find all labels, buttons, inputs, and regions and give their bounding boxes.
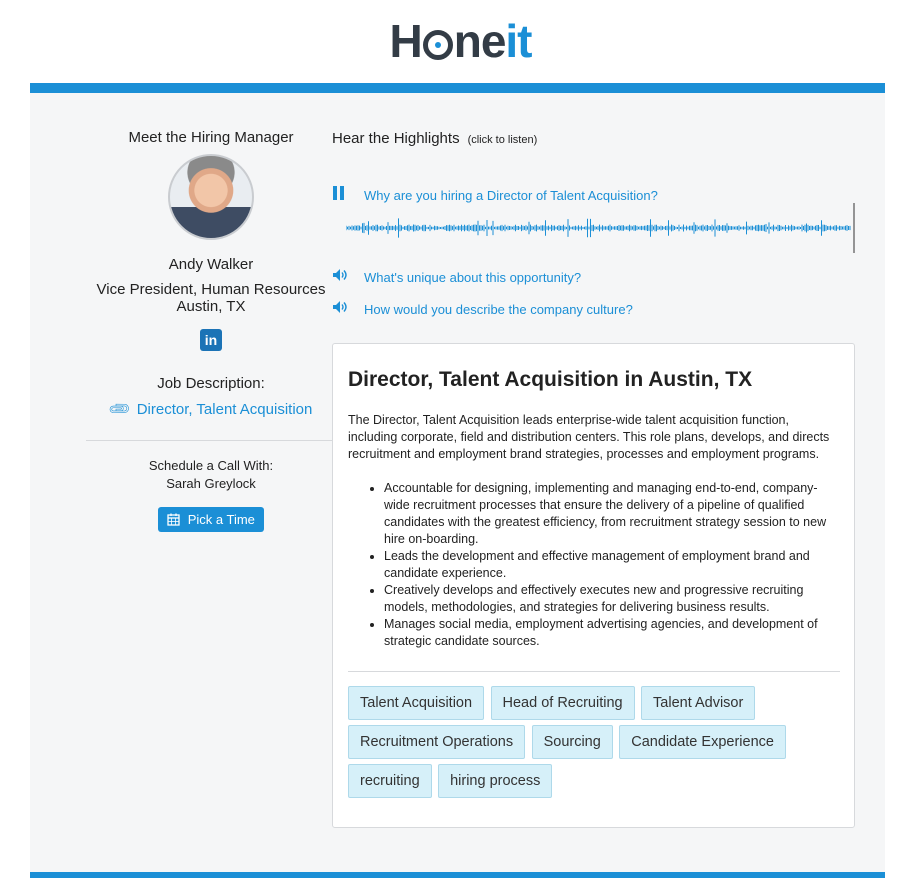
tag[interactable]: Candidate Experience (619, 725, 786, 759)
paperclip-icon: 📎︎ (106, 396, 133, 423)
list-item: • Creatively develops and effectively executes new and progressive recruiting models, methodologies, and strategies for delivering business results. (384, 582, 840, 616)
job-bullets (348, 480, 840, 650)
speaker-icon[interactable] (332, 268, 354, 285)
logo-text-ne: ne (453, 15, 506, 67)
audio-question-3[interactable] (332, 300, 633, 317)
manager-title: Vice President, Human Resources (96, 281, 326, 298)
speaker-icon[interactable] (332, 300, 354, 317)
job-title: Director, Talent Acquisition in Austin, TX (348, 368, 753, 391)
avatar (168, 154, 254, 240)
tag[interactable]: hiring process (438, 764, 552, 798)
tag[interactable]: recruiting (348, 764, 432, 798)
job-card (332, 343, 855, 828)
schedule-label: Schedule a Call With: (148, 458, 274, 473)
audio-question-2[interactable] (332, 268, 581, 285)
linkedin-icon[interactable]: in (200, 329, 222, 351)
tag-list (348, 686, 828, 803)
audio-question-1[interactable] (332, 186, 658, 203)
job-description-link[interactable] (86, 396, 336, 423)
highlights-heading (332, 130, 537, 147)
tag[interactable]: Head of Recruiting (491, 686, 635, 720)
list-item: • Leads the development and effective management of employment brand and candidate experience. (384, 548, 840, 582)
honeit-logo[interactable] (0, 14, 921, 68)
manager-title-location (86, 281, 336, 315)
hiring-manager-column (86, 93, 336, 532)
manager-name: Andy Walker (168, 256, 254, 273)
tag[interactable]: Recruitment Operations (348, 725, 525, 759)
calendar-icon (167, 512, 184, 527)
click-to-listen-hint: (click to listen) (467, 134, 538, 146)
schedule-person: Sarah Greylock (166, 476, 256, 491)
job-summary: The Director, Talent Acquisition leads enterprise-wide talent acquisition function, including corporate, field and distribution centers. This role plans, develops, and directs recruitment and employment brand strategies, processes and employment programs. (348, 413, 830, 461)
pick-a-time-button[interactable] (158, 507, 264, 532)
audio-question-1-text: Why are you hiring a Director of Talent Acquisition? (364, 188, 658, 203)
audio-question-3-text: How would you describe the company culture? (364, 302, 633, 317)
highlights-title: Hear the Highlights (332, 130, 460, 147)
top-accent-bar (30, 83, 885, 93)
divider (86, 440, 334, 441)
bottom-accent-bar (30, 872, 885, 878)
job-description-link-text: Director, Talent Acquisition (136, 401, 313, 418)
list-item: • Accountable for designing, implementing and managing end-to-end, company-wide recruitment processes that ensure the delivery of a pipeline of qualified candidates with the greatest efficiency, from recruitment strategy session to new hire on-boarding. (384, 480, 840, 548)
hiring-manager-heading: Meet the Hiring Manager (128, 129, 294, 146)
audio-waveform[interactable] (346, 203, 856, 253)
logo-text-it: it (505, 15, 532, 67)
tag[interactable]: Talent Advisor (641, 686, 755, 720)
pick-a-time-label: Pick a Time (187, 512, 255, 527)
main-panel (30, 93, 885, 872)
card-divider (348, 671, 840, 672)
logo-target-icon (423, 30, 453, 60)
list-item: • Manages social media, employment advertising agencies, and development of strategic candidate sources. (384, 616, 840, 650)
tag[interactable]: Sourcing (532, 725, 613, 759)
schedule-call (86, 457, 336, 493)
job-description-label: Job Description: (157, 375, 265, 392)
audio-question-2-text: What's unique about this opportunity? (364, 270, 582, 285)
tag[interactable]: Talent Acquisition (348, 686, 484, 720)
pause-icon[interactable] (332, 186, 354, 203)
logo-text-h: H (389, 15, 422, 67)
manager-location: Austin, TX (176, 298, 246, 315)
